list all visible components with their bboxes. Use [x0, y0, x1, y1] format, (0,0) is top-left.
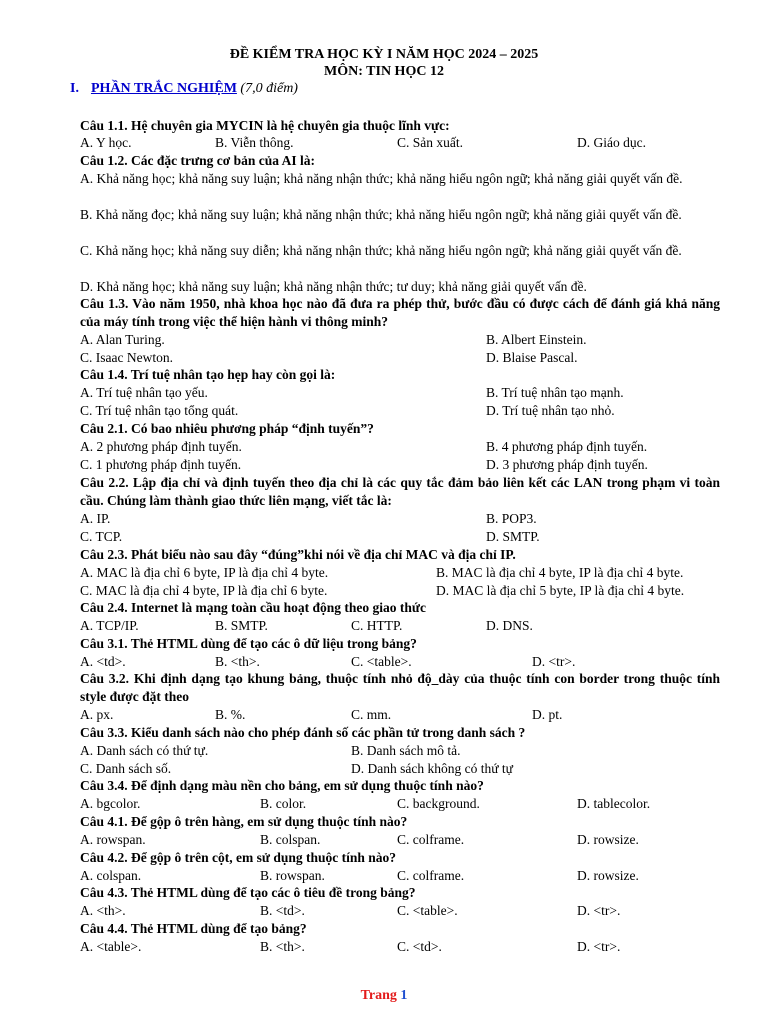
- q3-1-option-b: B. <th>.: [215, 654, 260, 669]
- q3-1-option-d: D. <tr>.: [532, 654, 576, 669]
- q2-4-option-b: B. SMTP.: [215, 618, 268, 633]
- q2-3-option-b: B. MAC là địa chỉ 4 byte, IP là địa chỉ 4 byte.: [436, 565, 684, 580]
- q1-4-option-c: C. Trí tuệ nhân tạo tổng quát.: [80, 403, 239, 418]
- q1-1-option-a: A. Y học.: [80, 135, 132, 150]
- q3-2-option-c: C. mm.: [351, 707, 392, 722]
- q3-4-option-d: D. tablecolor.: [577, 796, 651, 811]
- q2-2-option-c: C. TCP.: [80, 529, 123, 544]
- q3-4-option-b: B. color.: [260, 796, 307, 811]
- q4-1-option-a: A. rowspan.: [80, 832, 146, 847]
- q2-3-option-d: D. MAC là địa chỉ 5 byte, IP là địa chỉ 4 byte.: [436, 583, 685, 598]
- question-4-4: Câu 4.4. Thẻ HTML dùng để tạo bảng?: [80, 921, 307, 936]
- q4-3-option-c: C. <table>.: [397, 903, 458, 918]
- question-2-4: Câu 2.4. Internet là mạng toàn cầu hoạt động theo giao thức: [80, 600, 426, 615]
- q1-3-option-d: D. Blaise Pascal.: [486, 350, 578, 365]
- q1-2-option-c: C. Khả năng học; khả năng suy diễn; khả năng nhận thức; khả năng hiểu ngôn ngữ; khả năng giải quyết vấn đề.: [80, 243, 682, 258]
- footer-label: Trang: [360, 988, 397, 1003]
- question-2-2: Câu 2.2. Lập địa chỉ và định tuyến theo địa chỉ là các quy tắc đảm bảo liên kết các LAN trong phạm vi toàn cầu. Chúng làm thành giao thức liên mạng, viết tắc là:: [80, 475, 720, 508]
- question-3-4: Câu 3.4. Để định dạng màu nền cho bảng, em sử dụng thuộc tính nào?: [80, 778, 484, 793]
- q3-3-option-b: B. Danh sách mô tả.: [351, 743, 461, 758]
- question-3-2: Câu 3.2. Khi định dạng tạo khung bảng, thuộc tính nhỏ độ_dày của thuộc tính con border trong thuộc tính style được đặt theo: [80, 671, 720, 704]
- exam-title: ĐỀ KIỂM TRA HỌC KỲ I NĂM HỌC 2024 – 2025: [229, 47, 539, 62]
- q4-4-option-b: B. <th>.: [260, 939, 305, 954]
- q2-4-option-a: A. TCP/IP.: [80, 618, 139, 633]
- q4-4-option-a: A. <table>.: [80, 939, 142, 954]
- q3-2-option-d: D. pt.: [532, 707, 563, 722]
- question-4-3: Câu 4.3. Thẻ HTML dùng để tạo các ô tiêu đề trong bảng?: [80, 885, 416, 900]
- question-1-2: Câu 1.2. Các đặc trưng cơ bản của AI là:: [80, 153, 315, 168]
- q4-2-option-c: C. colframe.: [397, 868, 465, 883]
- question-3-3: Câu 3.3. Kiểu danh sách nào cho phép đánh số các phần tử trong danh sách ?: [80, 725, 526, 740]
- q1-4-option-b: B. Trí tuệ nhân tạo mạnh.: [486, 385, 624, 400]
- q3-1-option-c: C. <table>.: [351, 654, 412, 669]
- q4-1-option-b: B. colspan.: [260, 832, 321, 847]
- q1-4-option-a: A. Trí tuệ nhân tạo yếu.: [80, 385, 208, 400]
- q1-2-option-d: D. Khả năng học; khả năng suy luận; khả năng nhận thức; tư duy; khả năng giải quyết vấn đề.: [80, 279, 587, 294]
- q4-2-option-d: D. rowsize.: [577, 868, 639, 883]
- q2-4-option-d: D. DNS.: [486, 618, 533, 633]
- q2-2-option-a: A. IP.: [80, 511, 111, 526]
- question-3-1: Câu 3.1. Thẻ HTML dùng để tạo các ô dữ liệu trong bảng?: [80, 636, 417, 651]
- q4-2-option-b: B. rowspan.: [260, 868, 325, 883]
- q3-4-option-c: C. background.: [397, 796, 480, 811]
- q2-1-option-b: B. 4 phương pháp định tuyến.: [486, 439, 648, 454]
- question-4-1: Câu 4.1. Để gộp ô trên hàng, em sử dụng thuộc tính nào?: [80, 814, 408, 829]
- q2-3-option-a: A. MAC là địa chỉ 6 byte, IP là địa chỉ 4 byte.: [80, 565, 329, 580]
- section-heading: [70, 80, 298, 98]
- q3-2-option-a: A. px.: [80, 707, 114, 722]
- q4-4-option-c: C. <td>.: [397, 939, 442, 954]
- q3-3-option-a: A. Danh sách có thứ tự.: [80, 743, 209, 758]
- q4-1-option-c: C. colframe.: [397, 832, 465, 847]
- section-name: PHẦN TRẮC NGHIỆM: [90, 81, 237, 96]
- q2-1-option-d: D. 3 phương pháp định tuyến.: [486, 457, 648, 472]
- section-points: (7,0 điểm): [240, 81, 298, 96]
- q1-3-option-c: C. Isaac Newton.: [80, 350, 173, 365]
- q2-4-option-c: C. HTTP.: [351, 618, 403, 633]
- question-1-4: Câu 1.4. Trí tuệ nhân tạo hẹp hay còn gọi là:: [80, 367, 336, 382]
- q4-1-option-d: D. rowsize.: [577, 832, 639, 847]
- q3-4-option-a: A. bgcolor.: [80, 796, 141, 811]
- q4-3-option-d: D. <tr>.: [577, 903, 621, 918]
- q4-3-option-a: A. <th>.: [80, 903, 126, 918]
- exam-subject: MÔN: TIN HỌC 12: [324, 64, 444, 79]
- q1-4-option-d: D. Trí tuệ nhân tạo nhỏ.: [486, 403, 615, 418]
- q4-4-option-d: D. <tr>.: [577, 939, 621, 954]
- page-footer: [0, 988, 768, 1004]
- q3-1-option-a: A. <td>.: [80, 654, 126, 669]
- q4-3-option-b: B. <td>.: [260, 903, 305, 918]
- q1-3-option-b: B. Albert Einstein.: [486, 332, 587, 347]
- question-1-1: Câu 1.1. Hệ chuyên gia MYCIN là hệ chuyên gia thuộc lĩnh vực:: [80, 118, 450, 133]
- question-2-1: Câu 2.1. Có bao nhiêu phương pháp “định tuyến”?: [80, 421, 374, 436]
- q1-3-option-a: A. Alan Turing.: [80, 332, 165, 347]
- q2-2-option-b: B. POP3.: [486, 511, 537, 526]
- question-1-3: Câu 1.3. Vào năm 1950, nhà khoa học nào đã đưa ra phép thử, bước đầu có được cách để đánh giá khả năng của máy tính trong việc thể hiện hành vi thông minh?: [80, 296, 720, 329]
- q2-3-option-c: C. MAC là địa chỉ 4 byte, IP là địa chỉ 6 byte.: [80, 583, 328, 598]
- q3-3-option-c: C. Danh sách số.: [80, 761, 172, 776]
- section-number: I.: [70, 81, 79, 96]
- q1-1-option-c: C. Sản xuất.: [397, 135, 463, 150]
- q4-2-option-a: A. colspan.: [80, 868, 142, 883]
- q2-1-option-c: C. 1 phương pháp định tuyến.: [80, 457, 242, 472]
- q3-2-option-b: B. %.: [215, 707, 246, 722]
- q2-1-option-a: A. 2 phương pháp định tuyến.: [80, 439, 242, 454]
- q1-2-option-a: A. Khả năng học; khả năng suy luận; khả năng nhận thức; khả năng hiểu ngôn ngữ; khả năng giải quyết vấn đề.: [80, 171, 683, 186]
- q3-3-option-d: D. Danh sách không có thứ tự: [351, 761, 513, 776]
- question-4-2: Câu 4.2. Để gộp ô trên cột, em sử dụng thuộc tính nào?: [80, 850, 396, 865]
- page-number: 1: [400, 988, 408, 1003]
- q2-2-option-d: D. SMTP.: [486, 529, 540, 544]
- q1-2-option-b: B. Khả năng đọc; khả năng suy luận; khả năng nhận thức; khả năng hiểu ngôn ngữ; khả năng giải quyết vấn đề.: [80, 207, 682, 222]
- question-2-3: Câu 2.3. Phát biểu nào sau đây “đúng”khi nói về địa chỉ MAC và địa chỉ IP.: [80, 547, 516, 562]
- q1-1-option-d: D. Giáo dục.: [577, 135, 646, 150]
- q1-1-option-b: B. Viễn thông.: [215, 135, 294, 150]
